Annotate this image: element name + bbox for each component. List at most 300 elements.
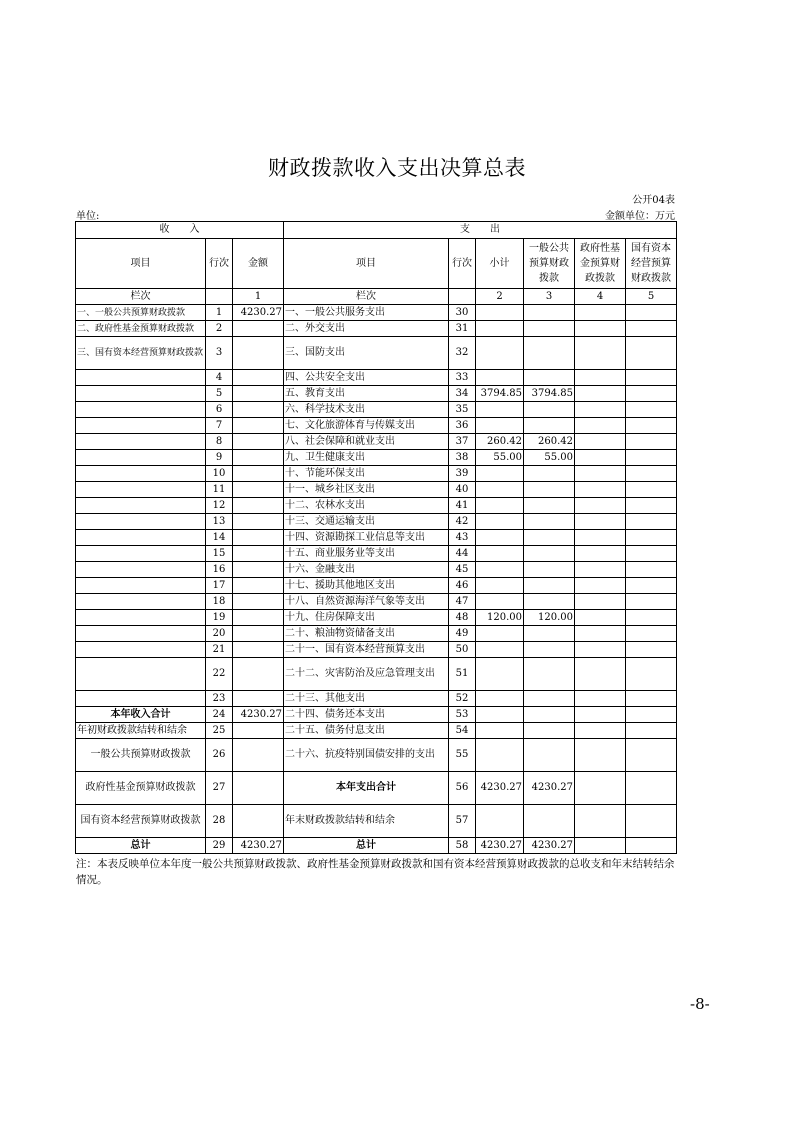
expense-subtotal [476,321,524,337]
expense-state-capital [626,772,677,805]
expense-fund-budget [575,691,626,707]
expense-subtotal [476,707,524,723]
table-row [76,370,677,386]
expense-subtotal [476,482,524,498]
income-item [76,530,206,546]
expense-row-no: 45 [449,562,476,578]
income-item [76,370,206,386]
income-item: 政府性基金预算财政拨款 [76,772,206,805]
income-item [76,402,206,418]
expense-row-no: 43 [449,530,476,546]
column-header-row [76,239,677,289]
expense-subtotal: 260.42 [476,434,524,450]
expense-fund-budget [575,321,626,337]
income-row-no: 3 [206,337,233,370]
expense-row-no: 50 [449,642,476,658]
expense-state-capital [626,626,677,642]
income-row-no: 29 [206,838,233,854]
income-item [76,594,206,610]
income-row-no: 25 [206,723,233,739]
expense-fund-budget [575,418,626,434]
page-title: 财政拨款收入支出决算总表 [268,156,526,180]
expense-state-capital [626,402,677,418]
expense-item: 二十四、债务还本支出 [284,707,449,723]
expense-fund-budget [575,578,626,594]
empty-cell [206,289,233,305]
income-row-no: 2 [206,321,233,337]
expense-general-budget [524,691,575,707]
col-expense-row: 行次 [449,239,476,289]
expense-fund-budget [575,530,626,546]
table-row [76,337,677,370]
income-amount [233,321,284,337]
income-amount [233,498,284,514]
col-state-capital: 国有资本经营预算财政拨款 [626,239,677,289]
income-row-no: 22 [206,658,233,691]
expense-item: 十三、交通运输支出 [284,514,449,530]
expense-subtotal: 3794.85 [476,386,524,402]
expense-state-capital [626,546,677,562]
table-row [76,498,677,514]
expense-item: 二十、粮油物资储备支出 [284,626,449,642]
income-row-no: 10 [206,466,233,482]
expense-row-no: 55 [449,739,476,772]
income-item [76,466,206,482]
expense-item: 十九、住房保障支出 [284,610,449,626]
expense-general-budget [524,594,575,610]
expense-fund-budget [575,642,626,658]
expense-fund-budget [575,386,626,402]
expense-general-budget [524,321,575,337]
income-row-no: 20 [206,626,233,642]
table-row [76,562,677,578]
expense-item: 三、国防支出 [284,337,449,370]
income-amount [233,530,284,546]
income-amount [233,691,284,707]
income-amount [233,658,284,691]
expense-general-budget [524,723,575,739]
expense-subtotal [476,594,524,610]
income-item [76,626,206,642]
expense-item: 二十二、灾害防治及应急管理支出 [284,658,449,691]
table-row [76,514,677,530]
expense-general-budget [524,530,575,546]
expense-row-no: 48 [449,610,476,626]
table-row [76,578,677,594]
income-item [76,562,206,578]
expense-fund-budget [575,305,626,321]
expense-fund-budget [575,337,626,370]
expense-fund-budget [575,514,626,530]
income-item [76,610,206,626]
table-row [76,546,677,562]
income-item: 总计 [76,838,206,854]
expense-general-budget [524,305,575,321]
expense-state-capital [626,530,677,546]
expense-state-capital [626,466,677,482]
expense-fund-budget [575,838,626,854]
expense-fund-budget [575,805,626,838]
column-index-row [76,289,677,305]
expense-general-budget [524,642,575,658]
income-row-no: 21 [206,642,233,658]
table-row [76,450,677,466]
income-amount [233,434,284,450]
expense-row-no: 54 [449,723,476,739]
table-row [76,723,677,739]
table-row [76,402,677,418]
expense-general-budget [524,578,575,594]
expense-fund-budget [575,739,626,772]
col-index-2: 2 [476,289,524,305]
expense-subtotal: 55.00 [476,450,524,466]
income-row-no: 14 [206,530,233,546]
income-amount [233,546,284,562]
expense-state-capital [626,594,677,610]
expense-item: 八、社会保障和就业支出 [284,434,449,450]
expense-general-budget [524,805,575,838]
table-note: 注：本表反映单位本年度一般公共预算财政拨款、政府性基金预算财政拨款和国有资本经营预算财政拨款的总收支和年末结转结余情况。 [76,858,675,886]
expense-fund-budget [575,562,626,578]
expense-fund-budget [575,402,626,418]
expense-general-budget [524,370,575,386]
income-item: 二、政府性基金预算财政拨款 [76,321,206,337]
expense-item: 十六、金融支出 [284,562,449,578]
income-amount: 4230.27 [233,707,284,723]
table-row [76,386,677,402]
currency-unit: 金额单位：万元 [605,211,675,222]
expense-state-capital [626,514,677,530]
income-row-no: 9 [206,450,233,466]
expense-subtotal [476,498,524,514]
table-row [76,658,677,691]
income-item [76,658,206,691]
expense-subtotal [476,723,524,739]
income-amount [233,514,284,530]
expense-row-no: 47 [449,594,476,610]
table-row [76,642,677,658]
income-row-no: 4 [206,370,233,386]
expense-state-capital [626,498,677,514]
income-item [76,434,206,450]
table-row [76,482,677,498]
expense-general-budget [524,418,575,434]
income-amount [233,594,284,610]
expense-state-capital [626,658,677,691]
expense-row-no: 34 [449,386,476,402]
expense-general-budget [524,739,575,772]
income-row-no: 28 [206,805,233,838]
expense-item: 一、一般公共服务支出 [284,305,449,321]
income-amount [233,805,284,838]
expense-fund-budget [575,594,626,610]
table-row [76,594,677,610]
expense-subtotal [476,402,524,418]
expense-item: 五、教育支出 [284,386,449,402]
expense-state-capital [626,838,677,854]
income-item [76,642,206,658]
income-amount: 4230.27 [233,838,284,854]
income-amount [233,386,284,402]
expense-general-budget: 260.42 [524,434,575,450]
income-item: 三、国有资本经营预算财政拨款 [76,337,206,370]
expense-header: 支 出 [284,222,677,239]
expense-state-capital [626,305,677,321]
income-amount: 4230.27 [233,305,284,321]
expense-row-no: 32 [449,337,476,370]
income-row-no: 19 [206,610,233,626]
col-index-5: 5 [626,289,677,305]
expense-state-capital [626,321,677,337]
expense-subtotal [476,626,524,642]
expense-state-capital [626,562,677,578]
income-amount [233,626,284,642]
expense-fund-budget [575,466,626,482]
expense-subtotal [476,642,524,658]
expense-item: 十二、农林水支出 [284,498,449,514]
expense-subtotal: 120.00 [476,610,524,626]
expense-state-capital [626,739,677,772]
table-row [76,626,677,642]
expense-state-capital [626,805,677,838]
unit-label: 单位: [76,211,100,222]
expense-row-no: 57 [449,805,476,838]
col-fund-budget: 政府性基金预算财政拨款 [575,239,626,289]
income-amount [233,642,284,658]
expense-general-budget [524,337,575,370]
income-item: 一、一般公共预算财政拨款 [76,305,206,321]
expense-item: 二十三、其他支出 [284,691,449,707]
income-item: 本年收入合计 [76,707,206,723]
table-row [76,418,677,434]
table-row [76,838,677,854]
expense-row-no: 41 [449,498,476,514]
expense-subtotal [476,546,524,562]
expense-row-no: 38 [449,450,476,466]
expense-fund-budget [575,626,626,642]
expense-state-capital [626,642,677,658]
expense-general-budget: 4230.27 [524,838,575,854]
expense-row-no: 58 [449,838,476,854]
col-index-label: 栏次 [76,289,206,305]
expense-fund-budget [575,546,626,562]
table-row [76,530,677,546]
income-item [76,498,206,514]
expense-subtotal [476,739,524,772]
expense-row-no: 44 [449,546,476,562]
expense-row-no: 46 [449,578,476,594]
income-amount [233,562,284,578]
income-item [76,514,206,530]
expense-general-budget [524,514,575,530]
income-row-no: 11 [206,482,233,498]
expense-item: 四、公共安全支出 [284,370,449,386]
income-row-no: 8 [206,434,233,450]
expense-general-budget [524,498,575,514]
expense-row-no: 35 [449,402,476,418]
expense-subtotal [476,370,524,386]
expense-state-capital [626,707,677,723]
income-row-no: 26 [206,739,233,772]
income-item [76,546,206,562]
col-income-item: 项目 [76,239,206,289]
expense-item: 十、节能环保支出 [284,466,449,482]
income-row-no: 12 [206,498,233,514]
income-row-no: 15 [206,546,233,562]
income-row-no: 5 [206,386,233,402]
expense-row-no: 40 [449,482,476,498]
expense-subtotal [476,691,524,707]
expense-state-capital [626,578,677,594]
income-amount [233,466,284,482]
expense-subtotal [476,530,524,546]
income-item [76,482,206,498]
expense-general-budget [524,466,575,482]
income-row-no: 23 [206,691,233,707]
income-amount [233,450,284,466]
expense-row-no: 36 [449,418,476,434]
expense-item: 十五、商业服务业等支出 [284,546,449,562]
col-expense-item: 项目 [284,239,449,289]
expense-fund-budget [575,658,626,691]
expense-state-capital [626,723,677,739]
expense-state-capital [626,450,677,466]
expense-state-capital [626,610,677,626]
expense-row-no: 51 [449,658,476,691]
income-amount [233,370,284,386]
income-item [76,450,206,466]
empty-cell [449,289,476,305]
table-row [76,739,677,772]
expense-row-no: 30 [449,305,476,321]
expense-item: 年末财政拨款结转和结余 [284,805,449,838]
table-row [76,466,677,482]
expense-item: 十一、城乡社区支出 [284,482,449,498]
income-row-no: 7 [206,418,233,434]
expense-general-budget [524,402,575,418]
expense-row-no: 56 [449,772,476,805]
expense-fund-budget [575,772,626,805]
col-income-row: 行次 [206,239,233,289]
expense-general-budget: 3794.85 [524,386,575,402]
expense-row-no: 31 [449,321,476,337]
expense-subtotal [476,562,524,578]
expense-item: 九、卫生健康支出 [284,450,449,466]
expense-item: 七、文化旅游体育与传媒支出 [284,418,449,434]
expense-general-budget [524,658,575,691]
income-item [76,386,206,402]
expense-row-no: 49 [449,626,476,642]
expense-subtotal [476,466,524,482]
expense-item: 十七、援助其他地区支出 [284,578,449,594]
income-item: 年初财政拨款结转和结余 [76,723,206,739]
income-amount [233,610,284,626]
expense-general-budget: 55.00 [524,450,575,466]
col-subtotal: 小计 [476,239,524,289]
income-row-no: 27 [206,772,233,805]
expense-fund-budget [575,723,626,739]
income-row-no: 16 [206,562,233,578]
table-row [76,321,677,337]
col-index-label: 栏次 [284,289,449,305]
expense-fund-budget [575,434,626,450]
expense-item: 二十一、国有资本经营预算支出 [284,642,449,658]
expense-subtotal [476,514,524,530]
income-amount [233,723,284,739]
income-amount [233,402,284,418]
table-row [76,707,677,723]
expense-state-capital [626,691,677,707]
income-item: 一般公共预算财政拨款 [76,739,206,772]
budget-table [75,221,677,854]
income-row-no: 17 [206,578,233,594]
expense-item: 十四、资源勘探工业信息等支出 [284,530,449,546]
expense-item: 六、科学技术支出 [284,402,449,418]
income-item [76,418,206,434]
expense-subtotal: 4230.27 [476,838,524,854]
expense-state-capital [626,370,677,386]
expense-row-no: 39 [449,466,476,482]
expense-state-capital [626,418,677,434]
col-index-4: 4 [575,289,626,305]
expense-fund-budget [575,610,626,626]
expense-item: 二、外交支出 [284,321,449,337]
expense-general-budget [524,546,575,562]
table-row [76,805,677,838]
income-row-no: 18 [206,594,233,610]
expense-general-budget [524,626,575,642]
income-row-no: 24 [206,707,233,723]
expense-subtotal [476,805,524,838]
table-row [76,305,677,321]
expense-subtotal [476,305,524,321]
expense-fund-budget [575,370,626,386]
expense-subtotal [476,658,524,691]
income-item: 国有资本经营预算财政拨款 [76,805,206,838]
income-header: 收 入 [76,222,284,239]
table-row [76,610,677,626]
expense-state-capital [626,482,677,498]
expense-fund-budget [575,482,626,498]
page-number: -8- [690,995,710,1013]
income-item [76,578,206,594]
table-row [76,434,677,450]
income-amount [233,482,284,498]
table-row [76,772,677,805]
form-number: 公开04表 [632,195,675,206]
income-amount [233,772,284,805]
expense-general-budget [524,707,575,723]
expense-item: 二十五、债务付息支出 [284,723,449,739]
expense-row-no: 52 [449,691,476,707]
expense-general-budget: 120.00 [524,610,575,626]
income-amount [233,418,284,434]
expense-row-no: 37 [449,434,476,450]
expense-state-capital [626,386,677,402]
income-row-no: 13 [206,514,233,530]
expense-subtotal [476,337,524,370]
income-item [76,691,206,707]
expense-state-capital [626,337,677,370]
expense-row-no: 33 [449,370,476,386]
expense-item: 总计 [284,838,449,854]
expense-subtotal [476,578,524,594]
expense-general-budget: 4230.27 [524,772,575,805]
expense-state-capital [626,434,677,450]
expense-item: 本年支出合计 [284,772,449,805]
expense-fund-budget [575,498,626,514]
col-index-1: 1 [233,289,284,305]
